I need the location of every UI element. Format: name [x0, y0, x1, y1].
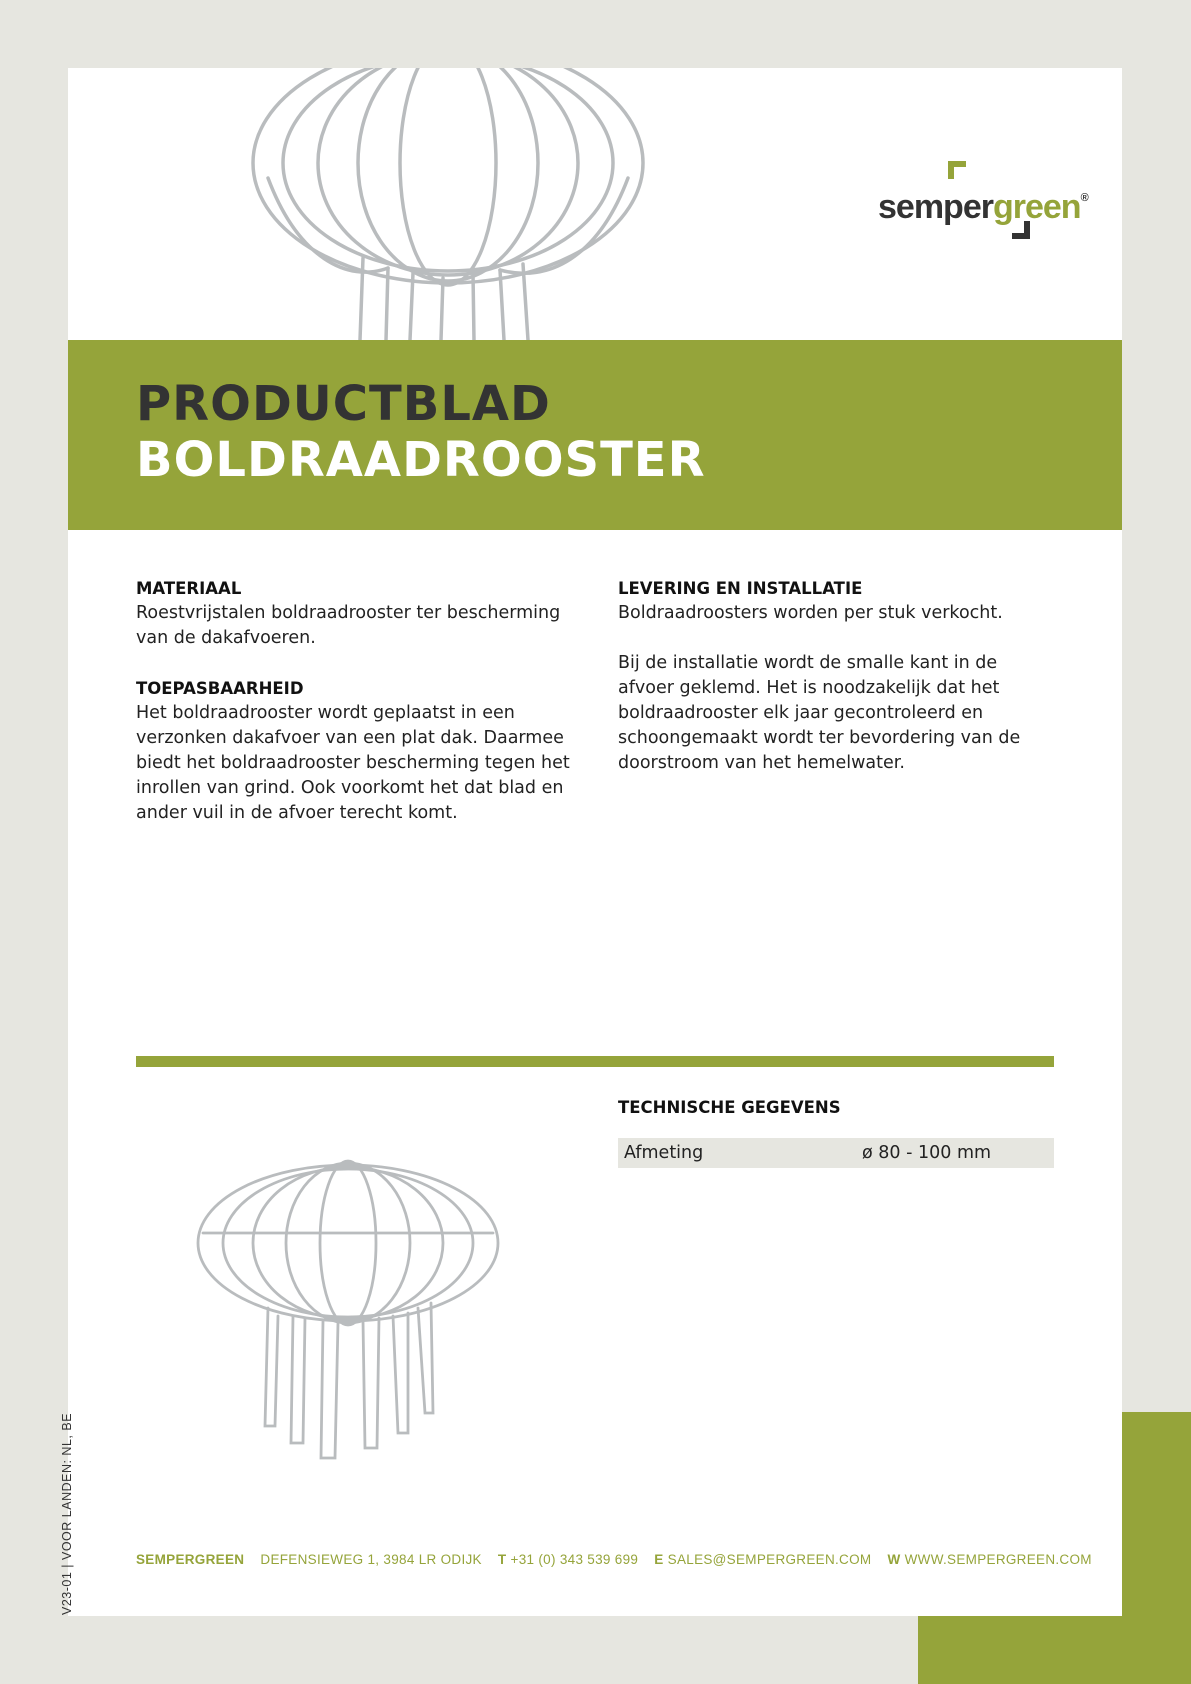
- logo-bracket-top-left: [948, 161, 966, 179]
- tech-label-afmeting: Afmeting: [618, 1138, 856, 1168]
- levering-text-2: Bij de installatie wordt de smalle kant in de afvoer geklemd. Het is noodzakelijk dat het boldraadrooster elk jaar gecontroleerd en schoongemaakt wordt ter bevordering van de doorstroom van het hemelwater.: [618, 653, 1021, 773]
- footer-web-key: W: [887, 1552, 901, 1567]
- title-banner: [68, 340, 1122, 530]
- right-column: [618, 576, 1038, 801]
- logo-registered-mark: ®: [1080, 192, 1088, 204]
- footer-phone-key: T: [497, 1552, 507, 1567]
- levering-text-1: Boldraadroosters worden per stuk verkocht.: [618, 603, 1003, 623]
- logo-bracket-bottom-right: [1012, 221, 1030, 239]
- table-row: [618, 1138, 1054, 1168]
- product-name-title: BOLDRAADROOSTER: [136, 432, 706, 488]
- materiaal-text: Roestvrijstalen boldraadrooster ter bescherming van de dakafvoeren.: [136, 603, 561, 648]
- product-sheet: [68, 68, 1122, 1616]
- footer-website[interactable]: WWW.SEMPERGREEN.COM: [904, 1552, 1092, 1567]
- version-note: V23-01 | VOOR LANDEN: NL, BE: [60, 1412, 74, 1615]
- tech-table: [618, 1138, 1054, 1168]
- logo-text-semper: semper: [878, 188, 993, 226]
- levering-heading: LEVERING EN INSTALLATIE: [618, 579, 863, 598]
- sempergreen-logo: [878, 161, 1100, 251]
- corner-accent-bottom: [918, 1616, 1191, 1684]
- footer-phone: +31 (0) 343 539 699: [510, 1552, 639, 1567]
- logo-wordmark: [878, 188, 1088, 227]
- wire-grate-product-image: [193, 1158, 503, 1468]
- logo-text-green: green: [992, 188, 1081, 226]
- footer-contact: [136, 1552, 1092, 1567]
- footer-email-key: E: [654, 1552, 664, 1567]
- wire-grate-hero-image: [238, 68, 658, 340]
- tech-value-afmeting: ø 80 - 100 mm: [856, 1138, 1054, 1168]
- document-type-title: PRODUCTBLAD: [136, 376, 551, 432]
- left-column: [136, 576, 576, 851]
- toepasbaarheid-heading: TOEPASBAARHEID: [136, 679, 304, 698]
- section-divider: [136, 1056, 1054, 1067]
- footer-company: SEMPERGREEN: [136, 1552, 245, 1567]
- tech-heading: TECHNISCHE GEGEVENS: [618, 1098, 841, 1117]
- materiaal-heading: MATERIAAL: [136, 579, 242, 598]
- footer-email[interactable]: SALES@SEMPERGREEN.COM: [667, 1552, 872, 1567]
- toepasbaarheid-text: Het boldraadrooster wordt geplaatst in een verzonken dakafvoer van een plat dak. Daarmee biedt het boldraadrooster bescherming tegen het inrollen van grind. Ook voorkomt het dat blad en ander vuil in de afvoer terecht komt.: [136, 703, 570, 823]
- footer-address: DEFENSIEWEG 1, 3984 LR ODIJK: [260, 1552, 482, 1567]
